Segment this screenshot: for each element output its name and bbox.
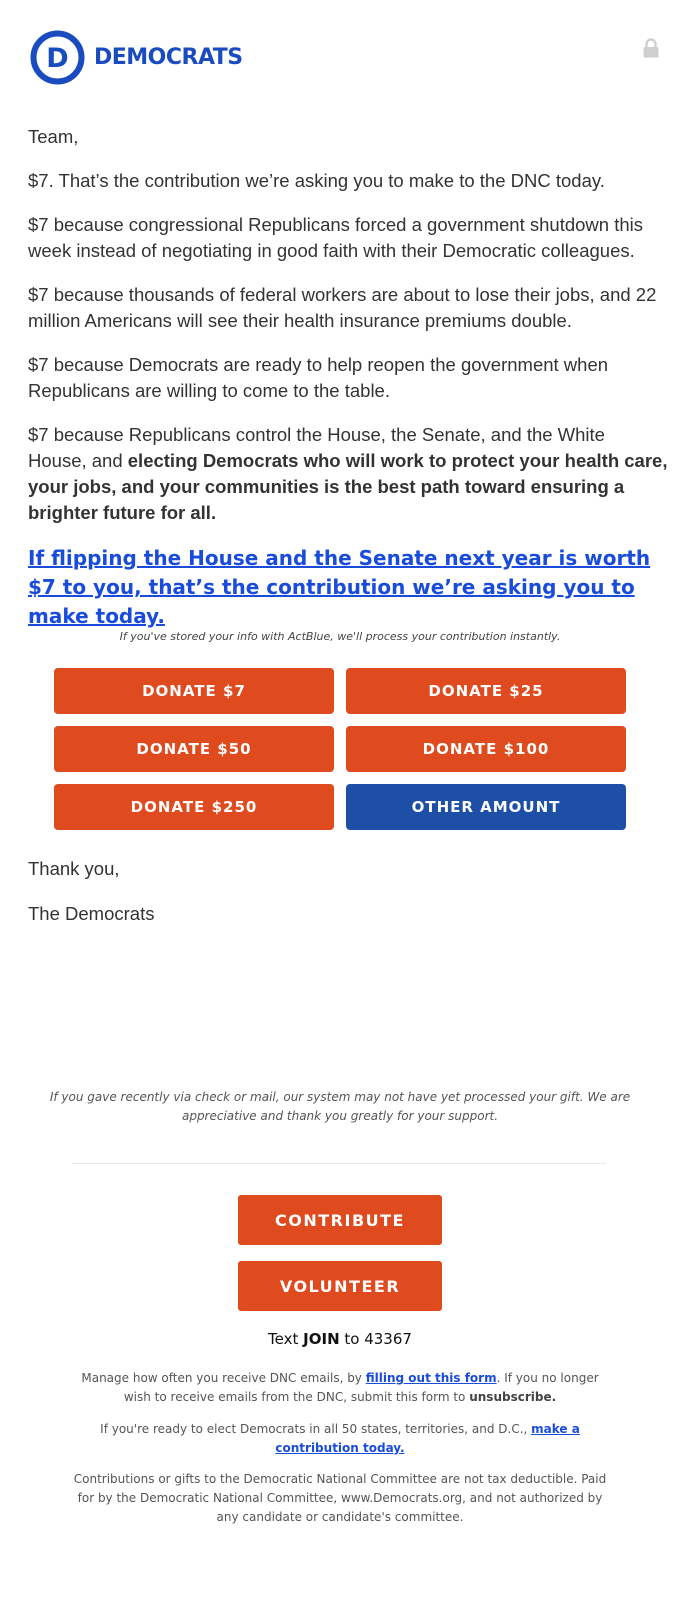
brand-name: DEMOCRATS bbox=[94, 45, 243, 70]
actblue-note: If you've stored your info with ActBlue, we'll process your contribution instantly. bbox=[119, 630, 561, 643]
elect-prefix: If you're ready to elect Democrats in all 50 states, territories, and D.C., bbox=[100, 1422, 532, 1436]
paragraph-3: $7 because thousands of federal workers are about to lose their jobs, and 22 million Americans will see their health insurance premiums double. bbox=[28, 284, 657, 331]
donate-50-button[interactable]: DONATE $50 bbox=[54, 726, 334, 772]
logo-letter: D bbox=[46, 43, 69, 74]
lock-icon bbox=[642, 38, 660, 58]
text-join-suffix: to 43367 bbox=[339, 1330, 412, 1348]
paragraph-5 bbox=[28, 422, 668, 526]
donate-25-button[interactable]: DONATE $25 bbox=[346, 668, 626, 714]
thank-you-text: Thank you, bbox=[28, 858, 120, 879]
paragraph-4: $7 because Democrats are ready to help reopen the government when Republicans are willing to come to the table. bbox=[28, 354, 609, 401]
paragraph-1: $7. That’s the contribution we’re asking you to make to the DNC today. bbox=[28, 170, 605, 191]
other-amount-button[interactable]: OTHER AMOUNT bbox=[346, 784, 626, 830]
make-contribution-link[interactable]: make a contribution today. bbox=[275, 1422, 580, 1455]
manage-middle: . If you no longer wish to receive emails from the DNC, submit this form to bbox=[123, 1371, 599, 1404]
disclaimer-text: Contributions or gifts to the Democratic National Committee are not tax deductible. Paid for by the Democratic National Committee, www.Democrats.org, and not authorized by any candidate or candidate's committee. bbox=[73, 1472, 607, 1524]
email-body bbox=[28, 124, 668, 544]
dnc-logo[interactable] bbox=[30, 30, 243, 85]
manage-emails-text bbox=[70, 1369, 610, 1407]
democrats-d-logo-icon bbox=[30, 30, 85, 85]
donate-7-button[interactable]: DONATE $7 bbox=[54, 668, 334, 714]
donate-250-button[interactable]: DONATE $250 bbox=[54, 784, 334, 830]
volunteer-button[interactable]: VOLUNTEER bbox=[238, 1261, 442, 1311]
contribute-button[interactable]: CONTRIBUTE bbox=[238, 1195, 442, 1245]
manage-prefix: Manage how often you receive DNC emails, by bbox=[81, 1371, 366, 1385]
greeting: Team, bbox=[28, 126, 79, 147]
text-join-keyword: JOIN bbox=[303, 1330, 340, 1348]
cta-contribution-link[interactable]: If flipping the House and the Senate next year is worth $7 to you, that’s the contribution we’re asking you to make today. bbox=[28, 546, 651, 628]
donate-100-button[interactable]: DONATE $100 bbox=[346, 726, 626, 772]
gift-note: If you gave recently via check or mail, our system may not have yet processed your gift. We are appreciative and thank you greatly for your support. bbox=[49, 1090, 631, 1123]
footer-divider bbox=[72, 1163, 606, 1164]
signature: The Democrats bbox=[28, 903, 155, 924]
signoff bbox=[28, 856, 154, 946]
email-header bbox=[28, 28, 672, 88]
text-join-prefix: Text bbox=[268, 1330, 304, 1348]
paragraph-5-plain: $7 because Republicans control the House, the Senate, and the White House, and bbox=[28, 424, 605, 471]
elect-democrats-text bbox=[70, 1420, 610, 1458]
text-join-line bbox=[0, 1330, 680, 1348]
donate-button-grid bbox=[54, 668, 626, 830]
paragraph-5-bold: electing Democrats who will work to protect your health care, your jobs, and your communities is the best path toward ensuring a brighter future for all. bbox=[28, 450, 668, 523]
filling-out-form-link[interactable]: filling out this form bbox=[365, 1371, 497, 1385]
unsubscribe-link[interactable]: unsubscribe. bbox=[469, 1390, 557, 1404]
paragraph-2: $7 because congressional Republicans forced a government shutdown this week instead of negotiating in good faith with their Democratic colleagues. bbox=[28, 214, 643, 261]
